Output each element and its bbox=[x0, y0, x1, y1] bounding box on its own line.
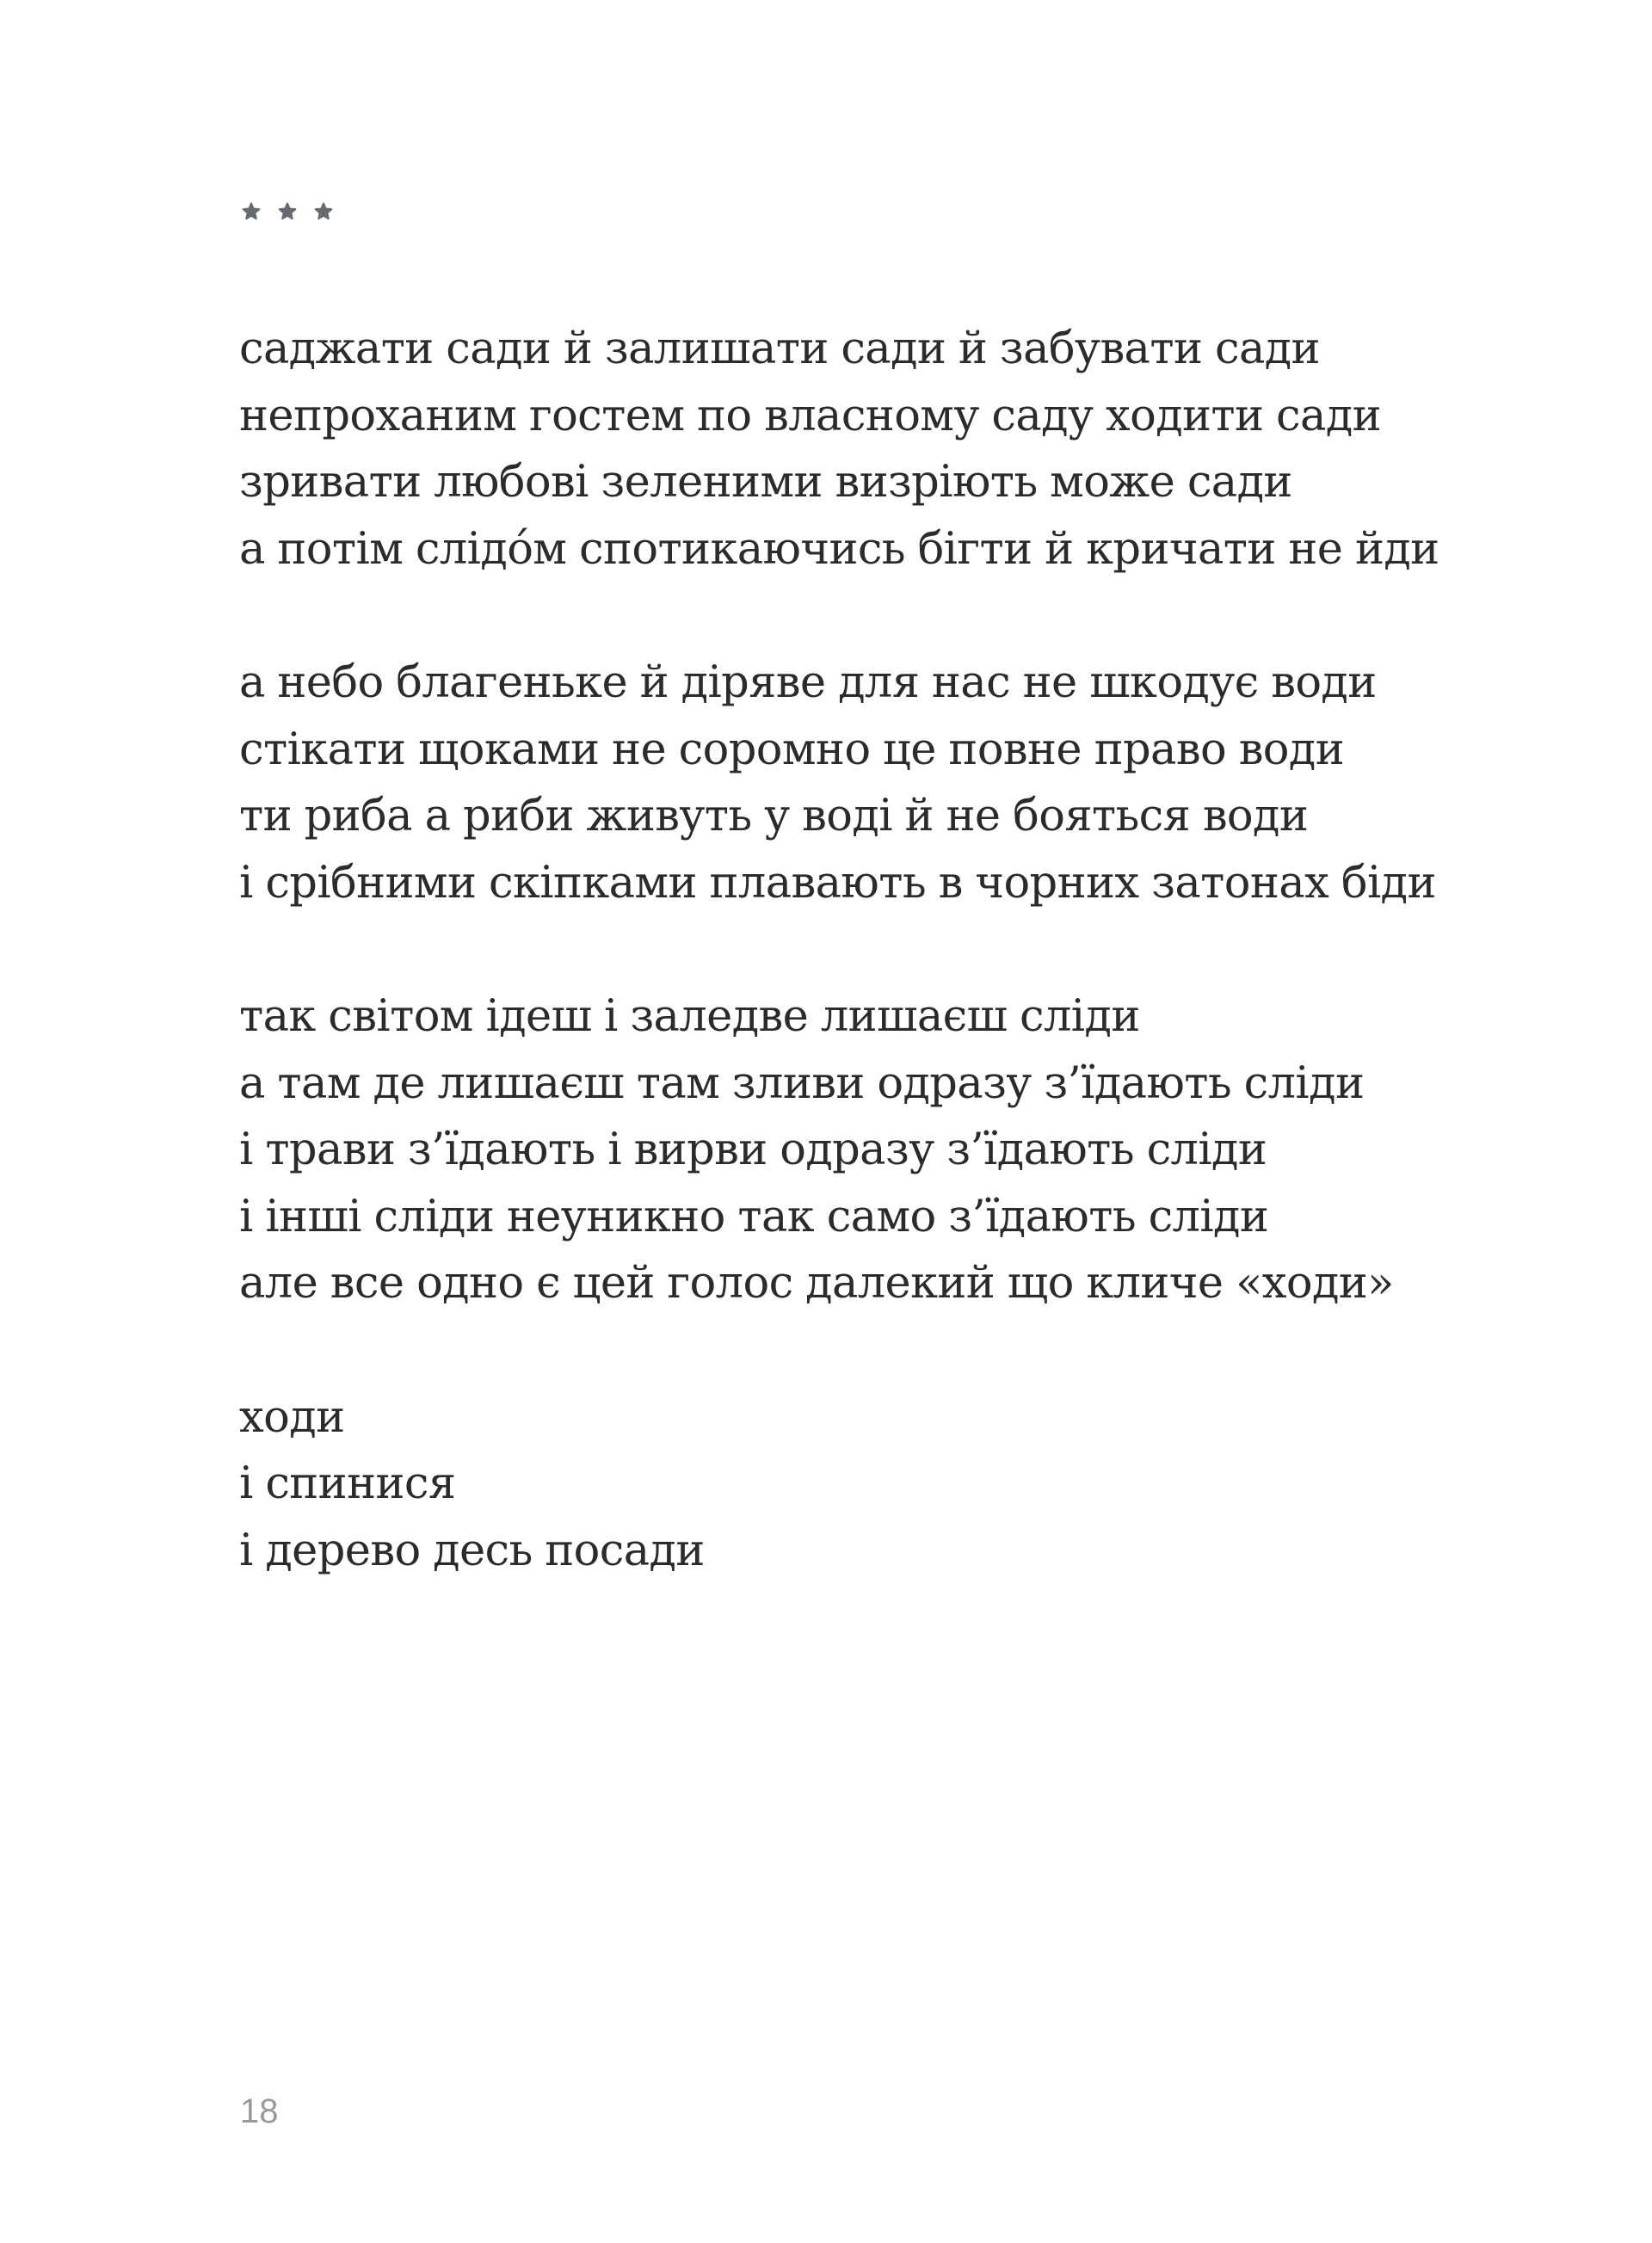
page-number: 18 bbox=[240, 2092, 279, 2130]
poem-line: так світом ідеш і заледве лишаєш сліди bbox=[239, 990, 1140, 1042]
poem-line: а там де лишаєш там зливи одразу з’їдають сліди bbox=[239, 1057, 1365, 1109]
poem-line: а потім слідо́м спотикаючись бігти й кричати не йди bbox=[239, 523, 1439, 575]
poem-line: саджати сади й залишати сади й забувати сади bbox=[239, 324, 1320, 374]
stanza-3 bbox=[239, 983, 1530, 1317]
poem-line: ти риба а риби живуть у воді й не бояться води bbox=[239, 791, 1309, 842]
poem-line: і інші сліди неуникно так само з’їдають сліди bbox=[239, 1191, 1269, 1242]
poem-line: непроханим гостем по власному саду ходити сади bbox=[239, 390, 1382, 441]
poem-line: і дерево десь посади bbox=[239, 1525, 705, 1576]
poem-line: але все одно є цей голос далекий що кличе «ходи» bbox=[239, 1258, 1394, 1309]
poem-line: і трави з’їдають і вирви одразу з’їдають сліди bbox=[239, 1125, 1267, 1176]
poem-line: і срібними скіпками плавають в чорних затонах біди bbox=[239, 857, 1436, 909]
stanza-1 bbox=[239, 316, 1530, 582]
section-separator bbox=[241, 200, 334, 223]
poem-line: стікати щоками не соромно це повне право води bbox=[239, 724, 1345, 775]
poem-line: зривати любові зеленими визріють може сади bbox=[239, 457, 1292, 508]
poem-body bbox=[239, 316, 1530, 1584]
stanza-4 bbox=[239, 1384, 1530, 1585]
star-icon bbox=[277, 201, 298, 222]
star-icon bbox=[313, 201, 334, 222]
poem-line: і спинися bbox=[239, 1458, 456, 1510]
stanza-2 bbox=[239, 650, 1530, 916]
poem-line: ходи bbox=[239, 1391, 345, 1443]
poem-line: а небо благеньке й діряве для нас не шкодує води bbox=[239, 656, 1377, 708]
star-icon bbox=[241, 201, 262, 222]
